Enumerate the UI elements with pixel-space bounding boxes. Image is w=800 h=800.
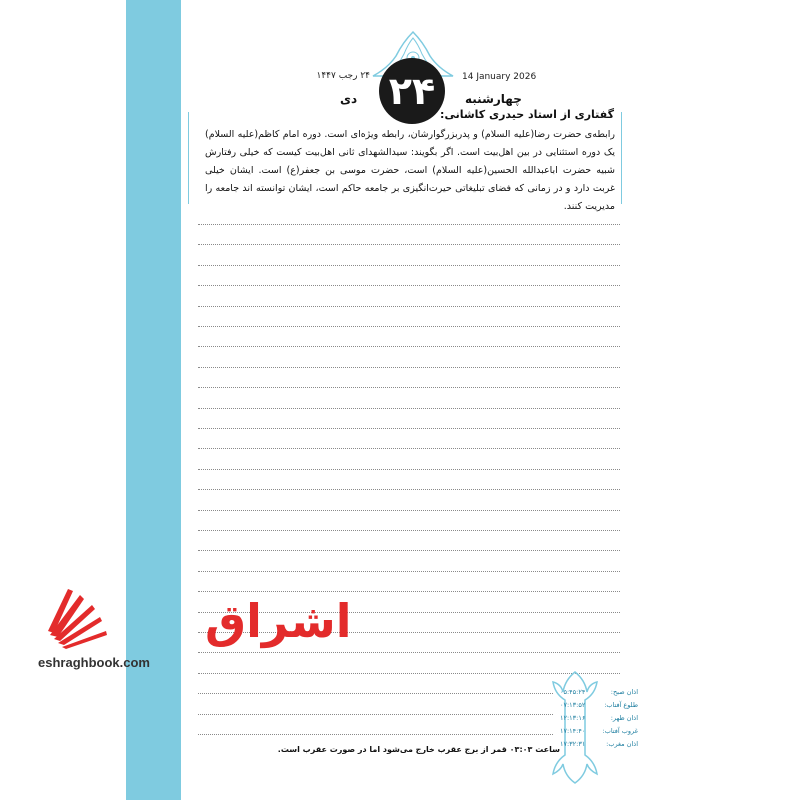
prayer-time: ۰۷:۱۳:۵۲ (560, 701, 586, 709)
prayer-time: ۱۷:۱۴:۴۰ (560, 727, 586, 735)
prayer-label: طلوع آفتاب: (604, 701, 638, 709)
moon-note: ساعت ۰۳:۰۳ قمر از برج عقرب خارج می‌شود اما در صورت عقرب است. (277, 745, 560, 754)
prayer-time-row (560, 712, 638, 725)
writing-line (198, 571, 620, 572)
side-color-band (126, 0, 181, 800)
writing-line (198, 387, 620, 388)
writing-line (198, 510, 620, 511)
writing-line (198, 265, 620, 266)
writing-line (198, 693, 553, 694)
watermark-url: eshraghbook.com (38, 655, 150, 670)
prayer-time: ۱۲:۱۳:۱۶ (560, 714, 586, 722)
prayer-label: اذان مغرب: (606, 740, 638, 748)
writing-line (198, 550, 620, 551)
writing-line (198, 428, 620, 429)
quote-title: گفتاری از استاد حیدری کاشانی: (440, 108, 614, 121)
writing-line (198, 306, 620, 307)
writing-line (198, 591, 620, 592)
quote-text: رابطه‌ی حضرت رضا(علیه السلام) و پدربزرگوارشان، رابطه ویژه‌ای است. دوره امام کاظم(علیه السلام) یک دوره استثنایی در بین اهل‌بیت است. اگر بگویند: سیدالشهدای ثانی اهل‌بیت کیست که خیلی رفتارش شبیه حضرت اباعبدالله الحسین(علیه السلام) است، حضرت موسی بن جعفر(ع) است. ایشان خیلی غربت دارد و در زمانی که فضای تبلیغاتی حیرت‌انگیزی بر جامعه حاکم است، ایشان توانسته اند جامعه را مدیریت کنند. (205, 129, 615, 212)
writing-line (198, 326, 620, 327)
day-number-badge: ۲۴ (379, 58, 445, 124)
writing-line (198, 714, 553, 715)
writing-line (198, 244, 620, 245)
writing-line (198, 346, 620, 347)
prayer-time: ۰۵:۴۵:۲۴ (560, 688, 586, 696)
svg-text:اشراق: اشراق (205, 594, 352, 648)
writing-line (198, 489, 620, 490)
writing-line (198, 469, 620, 470)
prayer-label: اذان صبح: (610, 688, 638, 696)
prayer-label: اذان ظهر: (610, 714, 638, 722)
gregorian-date: 14 January 2026 (462, 72, 537, 82)
writing-line (198, 734, 553, 735)
prayer-time-row (560, 725, 638, 738)
prayer-time-row (560, 686, 638, 699)
writing-line (198, 448, 620, 449)
prayer-times-list (560, 686, 638, 751)
prayer-time-row (560, 738, 638, 751)
writing-line (198, 652, 620, 653)
writing-line (198, 285, 620, 286)
weekday-label: چهارشنبه (465, 92, 522, 106)
prayer-time: ۱۷:۳۲:۳۱ (560, 740, 586, 748)
writing-line (198, 530, 620, 531)
hijri-date: ۲۴ رجب ۱۴۴۷ (316, 71, 370, 81)
prayer-time-row (560, 699, 638, 712)
writing-line (198, 408, 620, 409)
eshragh-logo-icon (40, 575, 352, 655)
prayer-label: غروب آفتاب: (602, 727, 638, 735)
month-label: دی (340, 92, 358, 106)
writing-line (198, 367, 620, 368)
writing-line (198, 224, 620, 225)
